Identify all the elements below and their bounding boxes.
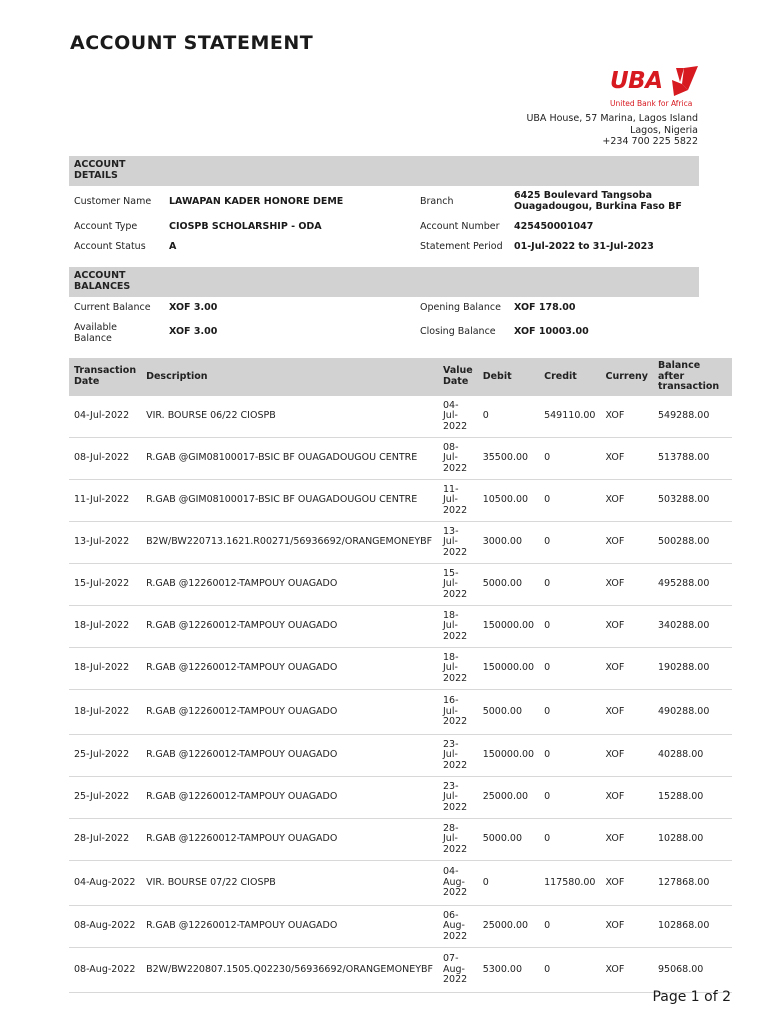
- cell-debit: 0: [478, 861, 539, 906]
- account-details-heading: ACCOUNT DETAILS: [69, 156, 699, 186]
- cell-currency: XOF: [600, 522, 653, 564]
- cell-credit: 0: [539, 564, 600, 606]
- cell-description: R.GAB @12260012-TAMPOUY OUAGADO: [141, 777, 438, 819]
- cell-currency: XOF: [600, 735, 653, 777]
- cell-credit: 0: [539, 438, 600, 480]
- customer-name-label: Customer Name: [74, 196, 152, 207]
- cell-balance: 340288.00: [653, 606, 732, 648]
- cell-transaction-date: 04-Aug-2022: [69, 861, 141, 906]
- table-row: [69, 948, 732, 993]
- cell-balance: 102868.00: [653, 906, 732, 948]
- current-balance-label: Current Balance: [74, 302, 151, 313]
- cell-description: R.GAB @12260012-TAMPOUY OUAGADO: [141, 906, 438, 948]
- cell-value-date: 18-Jul-2022: [438, 648, 478, 690]
- cell-debit: 5300.00: [478, 948, 539, 993]
- address-line2: Lagos, Nigeria: [630, 124, 698, 136]
- cell-description: VIR. BOURSE 06/22 CIOSPB: [141, 396, 438, 438]
- bank-address: [526, 113, 698, 148]
- table-row: [69, 396, 732, 438]
- col-description: Description: [141, 358, 438, 396]
- cell-value-date: 18-Jul-2022: [438, 606, 478, 648]
- cell-value-date: 04-Aug-2022: [438, 861, 478, 906]
- logo-wordmark: UBA: [610, 68, 663, 94]
- cell-value-date: 13-Jul-2022: [438, 522, 478, 564]
- closing-balance: XOF 10003.00: [514, 326, 589, 337]
- address-line1: UBA House, 57 Marina, Lagos Island: [526, 113, 698, 124]
- account-type-label: Account Type: [74, 221, 138, 232]
- table-row: [69, 480, 732, 522]
- transactions-header-row: [69, 358, 732, 396]
- cell-debit: 5000.00: [478, 819, 539, 861]
- cell-credit: 0: [539, 735, 600, 777]
- account-number-label: Account Number: [420, 221, 500, 232]
- account-status: A: [169, 241, 177, 252]
- cell-debit: 150000.00: [478, 735, 539, 777]
- account-type: CIOSPB SCHOLARSHIP - ODA: [169, 221, 322, 232]
- cell-value-date: 06-Aug-2022: [438, 906, 478, 948]
- statement-period: 01-Jul-2022 to 31-Jul-2023: [514, 241, 654, 252]
- table-row: [69, 648, 732, 690]
- cell-currency: XOF: [600, 777, 653, 819]
- cell-credit: 0: [539, 777, 600, 819]
- cell-value-date: 23-Jul-2022: [438, 777, 478, 819]
- cell-transaction-date: 08-Aug-2022: [69, 948, 141, 993]
- cell-description: VIR. BOURSE 07/22 CIOSPB: [141, 861, 438, 906]
- branch-line1: 6425 Boulevard Tangsoba: [514, 190, 652, 201]
- cell-balance: 500288.00: [653, 522, 732, 564]
- statement-period-label: Statement Period: [420, 241, 503, 252]
- cell-credit: 0: [539, 819, 600, 861]
- table-row: [69, 819, 732, 861]
- cell-description: R.GAB @12260012-TAMPOUY OUAGADO: [141, 819, 438, 861]
- cell-transaction-date: 18-Jul-2022: [69, 648, 141, 690]
- cell-value-date: 28-Jul-2022: [438, 819, 478, 861]
- table-row: [69, 438, 732, 480]
- branch-line2: Ouagadougou, Burkina Faso BF: [514, 201, 682, 212]
- cell-transaction-date: 13-Jul-2022: [69, 522, 141, 564]
- page-number: Page 1 of 2: [652, 989, 731, 1005]
- cell-credit: 0: [539, 648, 600, 690]
- cell-transaction-date: 15-Jul-2022: [69, 564, 141, 606]
- cell-credit: 0: [539, 948, 600, 993]
- col-transaction-date: Transaction Date: [69, 358, 141, 396]
- cell-balance: 127868.00: [653, 861, 732, 906]
- cell-transaction-date: 25-Jul-2022: [69, 777, 141, 819]
- account-status-label: Account Status: [74, 241, 146, 252]
- cell-transaction-date: 11-Jul-2022: [69, 480, 141, 522]
- cell-debit: 5000.00: [478, 690, 539, 735]
- cell-description: R.GAB @GIM08100017-BSIC BF OUAGADOUGOU CENTRE: [141, 480, 438, 522]
- account-balances-heading: ACCOUNT BALANCES: [69, 267, 699, 297]
- table-row: [69, 777, 732, 819]
- cell-balance: 503288.00: [653, 480, 732, 522]
- cell-balance: 549288.00: [653, 396, 732, 438]
- current-balance: XOF 3.00: [169, 302, 218, 313]
- col-credit: Credit: [539, 358, 600, 396]
- cell-description: B2W/BW220713.1621.R00271/56936692/ORANGEMONEYBF: [141, 522, 438, 564]
- cell-currency: XOF: [600, 564, 653, 606]
- col-currency: Curreny: [600, 358, 653, 396]
- cell-value-date: 23-Jul-2022: [438, 735, 478, 777]
- uba-logo-icon: [672, 66, 700, 98]
- cell-description: R.GAB @12260012-TAMPOUY OUAGADO: [141, 690, 438, 735]
- cell-transaction-date: 28-Jul-2022: [69, 819, 141, 861]
- cell-value-date: 08-Jul-2022: [438, 438, 478, 480]
- cell-transaction-date: 25-Jul-2022: [69, 735, 141, 777]
- cell-balance: 40288.00: [653, 735, 732, 777]
- available-balance: XOF 3.00: [169, 326, 218, 337]
- bank-phone: +234 700 225 5822: [602, 136, 698, 147]
- cell-transaction-date: 08-Aug-2022: [69, 906, 141, 948]
- cell-debit: 10500.00: [478, 480, 539, 522]
- col-balance: Balance after transaction: [653, 358, 732, 396]
- cell-transaction-date: 08-Jul-2022: [69, 438, 141, 480]
- cell-balance: 10288.00: [653, 819, 732, 861]
- cell-debit: 150000.00: [478, 606, 539, 648]
- cell-balance: 95068.00: [653, 948, 732, 993]
- cell-currency: XOF: [600, 819, 653, 861]
- cell-currency: XOF: [600, 396, 653, 438]
- cell-balance: 490288.00: [653, 690, 732, 735]
- col-value-date: Value Date: [438, 358, 478, 396]
- statement-title: ACCOUNT STATEMENT: [70, 32, 314, 54]
- cell-currency: XOF: [600, 648, 653, 690]
- cell-description: R.GAB @12260012-TAMPOUY OUAGADO: [141, 735, 438, 777]
- cell-credit: 0: [539, 690, 600, 735]
- cell-value-date: 11-Jul-2022: [438, 480, 478, 522]
- opening-balance: XOF 178.00: [514, 302, 576, 313]
- account-number: 425450001047: [514, 221, 594, 232]
- table-row: [69, 522, 732, 564]
- cell-value-date: 07-Aug-2022: [438, 948, 478, 993]
- transactions-body: [69, 396, 732, 993]
- cell-balance: 513788.00: [653, 438, 732, 480]
- cell-currency: XOF: [600, 690, 653, 735]
- cell-description: R.GAB @12260012-TAMPOUY OUAGADO: [141, 606, 438, 648]
- cell-currency: XOF: [600, 438, 653, 480]
- cell-debit: 0: [478, 396, 539, 438]
- cell-credit: 117580.00: [539, 861, 600, 906]
- available-balance-label: Available Balance: [74, 322, 118, 344]
- cell-currency: XOF: [600, 480, 653, 522]
- cell-balance: 495288.00: [653, 564, 732, 606]
- cell-credit: 0: [539, 522, 600, 564]
- cell-debit: 5000.00: [478, 564, 539, 606]
- cell-description: R.GAB @GIM08100017-BSIC BF OUAGADOUGOU CENTRE: [141, 438, 438, 480]
- cell-transaction-date: 18-Jul-2022: [69, 690, 141, 735]
- cell-debit: 35500.00: [478, 438, 539, 480]
- cell-currency: XOF: [600, 861, 653, 906]
- opening-balance-label: Opening Balance: [420, 302, 501, 313]
- table-row: [69, 564, 732, 606]
- cell-credit: 0: [539, 906, 600, 948]
- cell-debit: 150000.00: [478, 648, 539, 690]
- cell-currency: XOF: [600, 906, 653, 948]
- col-debit: Debit: [478, 358, 539, 396]
- branch-value: [514, 190, 682, 212]
- cell-debit: 25000.00: [478, 906, 539, 948]
- cell-transaction-date: 04-Jul-2022: [69, 396, 141, 438]
- transactions-table: [69, 358, 732, 993]
- cell-description: B2W/BW220807.1505.Q02230/56936692/ORANGEMONEYBF: [141, 948, 438, 993]
- closing-balance-label: Closing Balance: [420, 326, 496, 337]
- cell-value-date: 15-Jul-2022: [438, 564, 478, 606]
- table-row: [69, 861, 732, 906]
- cell-credit: 549110.00: [539, 396, 600, 438]
- cell-balance: 190288.00: [653, 648, 732, 690]
- cell-debit: 25000.00: [478, 777, 539, 819]
- cell-value-date: 16-Jul-2022: [438, 690, 478, 735]
- cell-description: R.GAB @12260012-TAMPOUY OUAGADO: [141, 648, 438, 690]
- cell-credit: 0: [539, 606, 600, 648]
- cell-credit: 0: [539, 480, 600, 522]
- cell-transaction-date: 18-Jul-2022: [69, 606, 141, 648]
- table-row: [69, 735, 732, 777]
- table-row: [69, 606, 732, 648]
- cell-currency: XOF: [600, 948, 653, 993]
- cell-debit: 3000.00: [478, 522, 539, 564]
- cell-balance: 15288.00: [653, 777, 732, 819]
- branch-label: Branch: [420, 196, 454, 207]
- customer-name: LAWAPAN KADER HONORE DEME: [169, 196, 344, 207]
- logo-subtitle: United Bank for Africa: [610, 99, 693, 108]
- cell-description: R.GAB @12260012-TAMPOUY OUAGADO: [141, 564, 438, 606]
- table-row: [69, 906, 732, 948]
- table-row: [69, 690, 732, 735]
- cell-value-date: 04-Jul-2022: [438, 396, 478, 438]
- cell-currency: XOF: [600, 606, 653, 648]
